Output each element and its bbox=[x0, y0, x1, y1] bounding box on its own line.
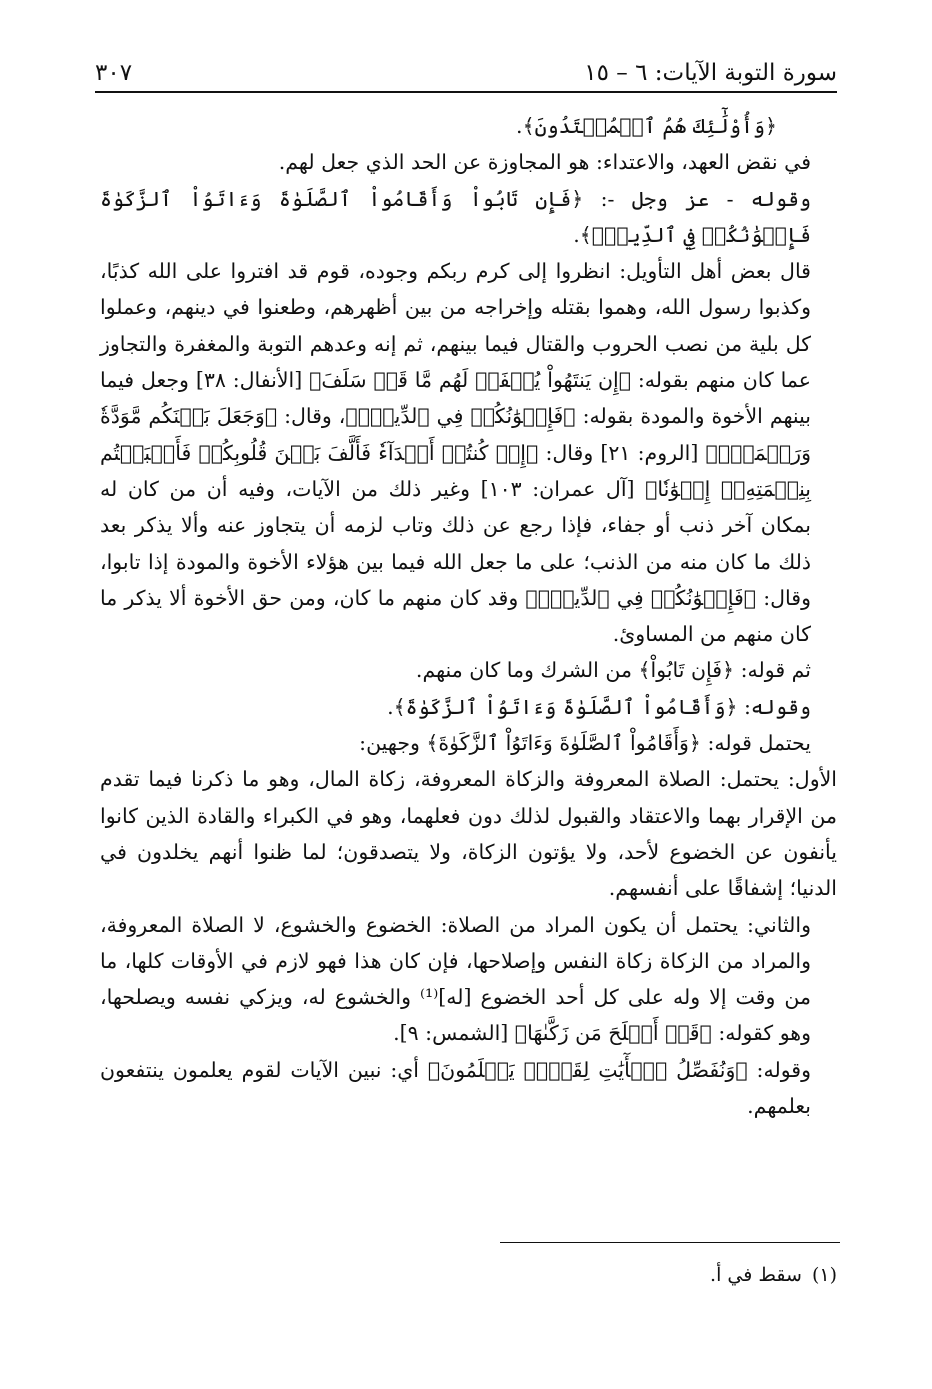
chapter-title: سورة التوبة الآيات: ٦ – ١٥ bbox=[584, 60, 837, 86]
paragraph: في نقض العهد، والاعتداء: هو المجاوزة عن الحد الذي جعل لهم. bbox=[278, 150, 811, 175]
footnote bbox=[100, 1260, 837, 1290]
running-header bbox=[95, 52, 837, 96]
paragraph: وقوله - عز وجل -: ﴿فَإِن تَابُواْ وَأَقَامُواْ ٱلصَّلَوٰةَ وَءَاتَوُاْ ٱلزَّكَوٰةَ فَإِخۡوَٰنُكُمۡ فِي ٱلدِّينِۗ﴾. bbox=[100, 186, 811, 247]
paragraph: وقوله: ﴿وَأَقَامُواْ ٱلصَّلَوٰةَ وَءَاتَوُاْ ٱلزَّكَوٰةَ﴾. bbox=[387, 694, 811, 719]
paragraph: الأول: يحتمل: الصلاة المعروفة والزكاة المعروفة، زكاة المال، وهو ما ذكرنا فيما تقدم من الإقرار بهما والاعتقاد والقبول لذلك دون فعلهما، وهو في الكبراء والقادة الذين كانوا يأنفون عن الخضوع لأحد، ولا يؤتون الزكاة، ولا يتصدقون؛ لما ظنوا أنهم يخلدون في الدنيا؛ إشفاقًا على أنفسهم. bbox=[100, 767, 837, 901]
paragraph: ثم قوله: ﴿فَإِن تَابُواْ﴾ من الشرك وما كان منهم. bbox=[415, 658, 811, 683]
paragraph: قال بعض أهل التأويل: انظروا إلى كرم ربكم وجوده، قوم قد افتروا على الله كذبًا، وكذبوا رسول الله، وهموا بقتله وإخراجه من بين أظهرهم، وطعنوا في دينهم، وعملوا كل بلية من نصب الحروب والقتال فيما بينهم، ثم إنه وعدهم التوبة والمغفرة والتجاوز عما كان منهم بقوله: ﴿إِن يَنتَهُواْ يُغۡفَرۡ لَهُم مَّا قَدۡ سَلَفَ﴾ [الأنفال: ٣٨] وجعل فيما بينهم الأخوة والمودة بقوله: ﴿فَإِخۡوَٰنُكُمۡ فِي ٱلدِّينِۗ﴾، وقال: ﴿وَجَعَلَ بَيۡنَكُم مَّوَدَّةٗ وَرَحۡمَةًۚ﴾ [الروم: ٢١] وقال: ﴿إِذۡ كُنتُمۡ أَعۡدَآءٗ فَأَلَّفَ بَيۡنَ قُلُوبِكُمۡ فَأَصۡبَحۡتُم بِنِعۡمَتِهِۦٓ إِخۡوَٰنٗا﴾ [آل عمران: ١٠٣] وغير ذلك من الآيات، وفيه أن من كان له بمكان آخر ذنب أو جفاء، فإذا رجع عن ذلك وتاب لزمه أن يتجاوز عنه وألا يذكر بعد ذلك ما كان منه من الذنب؛ على ما جعل الله فيما بين هؤلاء الأخوة والمودة إذا تابوا، وقال: ﴿فَإِخۡوَٰنُكُمۡ فِي ٱلدِّينِۗ﴾ وقد كان منهم ما كان، ومن حق الأخوة ألا يذكر ما كان منهم من المساوئ. bbox=[100, 259, 812, 647]
main-text bbox=[100, 108, 837, 1124]
page-number: ٣٠٧ bbox=[95, 60, 133, 86]
footnote-divider bbox=[500, 1242, 840, 1243]
footnote-marker: (١) bbox=[811, 1264, 837, 1286]
header-divider bbox=[95, 91, 837, 93]
paragraph: وقوله: ﴿وَنُفَصِّلُ ٱلۡأٓيَٰتِ لِقَوۡمٖ يَعۡلَمُونَ﴾ أي: نبين الآيات لقوم يعلمون ينتفعون بعلمهم. bbox=[100, 1057, 811, 1119]
paragraph: ﴿وَأُوْلَٰٓئِكَ هُمُ ٱلۡمُعۡتَدُونَ﴾. bbox=[516, 114, 777, 138]
paragraph: يحتمل قوله: ﴿وَأَقَامُواْ ٱلصَّلَوٰةَ وَءَاتَوُاْ ٱلزَّكَوٰةَ﴾ وجهين: bbox=[359, 731, 811, 756]
paragraph: والثاني: يحتمل أن يكون المراد من الصلاة: الخضوع والخشوع، لا الصلاة المعروفة، والمراد من الزكاة زكاة النفس وإصلاحها، فإن كان هذا فهو لازم في الأوقات كلها، ما من وقت إلا وله على كل أحد الخضوع [له]⁽¹⁾ والخشوع له، ويزكي نفسه ويصلحها، وهو كقوله: ﴿قَدۡ أَفۡلَحَ مَن زَكَّىٰهَا﴾ [الشمس: ٩]. bbox=[100, 912, 811, 1046]
footnote-text: سقط في أ. bbox=[710, 1264, 802, 1286]
